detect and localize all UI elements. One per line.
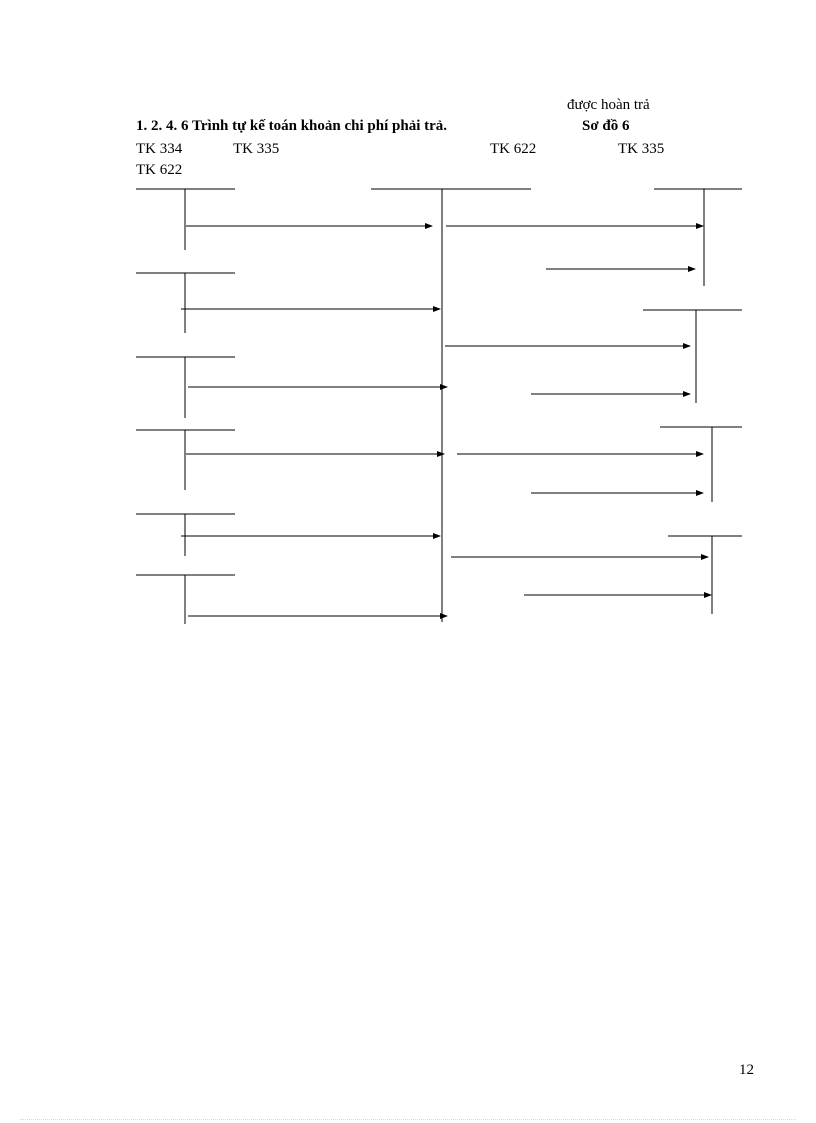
page-bottom-border	[20, 1119, 796, 1120]
account-label-tk335-right: TK 335	[618, 141, 665, 157]
page-number: 12	[739, 1062, 754, 1078]
section-title: 1. 2. 4. 6 Trình tự kế toán khoản chi phí phải trả.	[136, 118, 448, 134]
account-label-tk622-wrapped: TK 622	[136, 162, 183, 178]
t-account-left-1	[136, 189, 235, 250]
header-note: được hoàn trả	[567, 97, 650, 113]
account-label-tk334: TK 334	[136, 141, 183, 157]
t-account-left-6	[136, 575, 235, 624]
t-account-left-4	[136, 430, 235, 490]
account-label-tk622: TK 622	[490, 141, 537, 157]
account-label-tk335-middle: TK 335	[233, 141, 280, 157]
t-account-right-3	[660, 427, 742, 502]
t-account-right-4	[668, 536, 742, 614]
t-account-right-1	[654, 189, 742, 286]
t-account-left-2	[136, 273, 235, 333]
t-account-right-2	[643, 310, 742, 403]
diagram-label: Sơ đồ 6	[582, 118, 630, 134]
t-account-left-5	[136, 514, 235, 556]
